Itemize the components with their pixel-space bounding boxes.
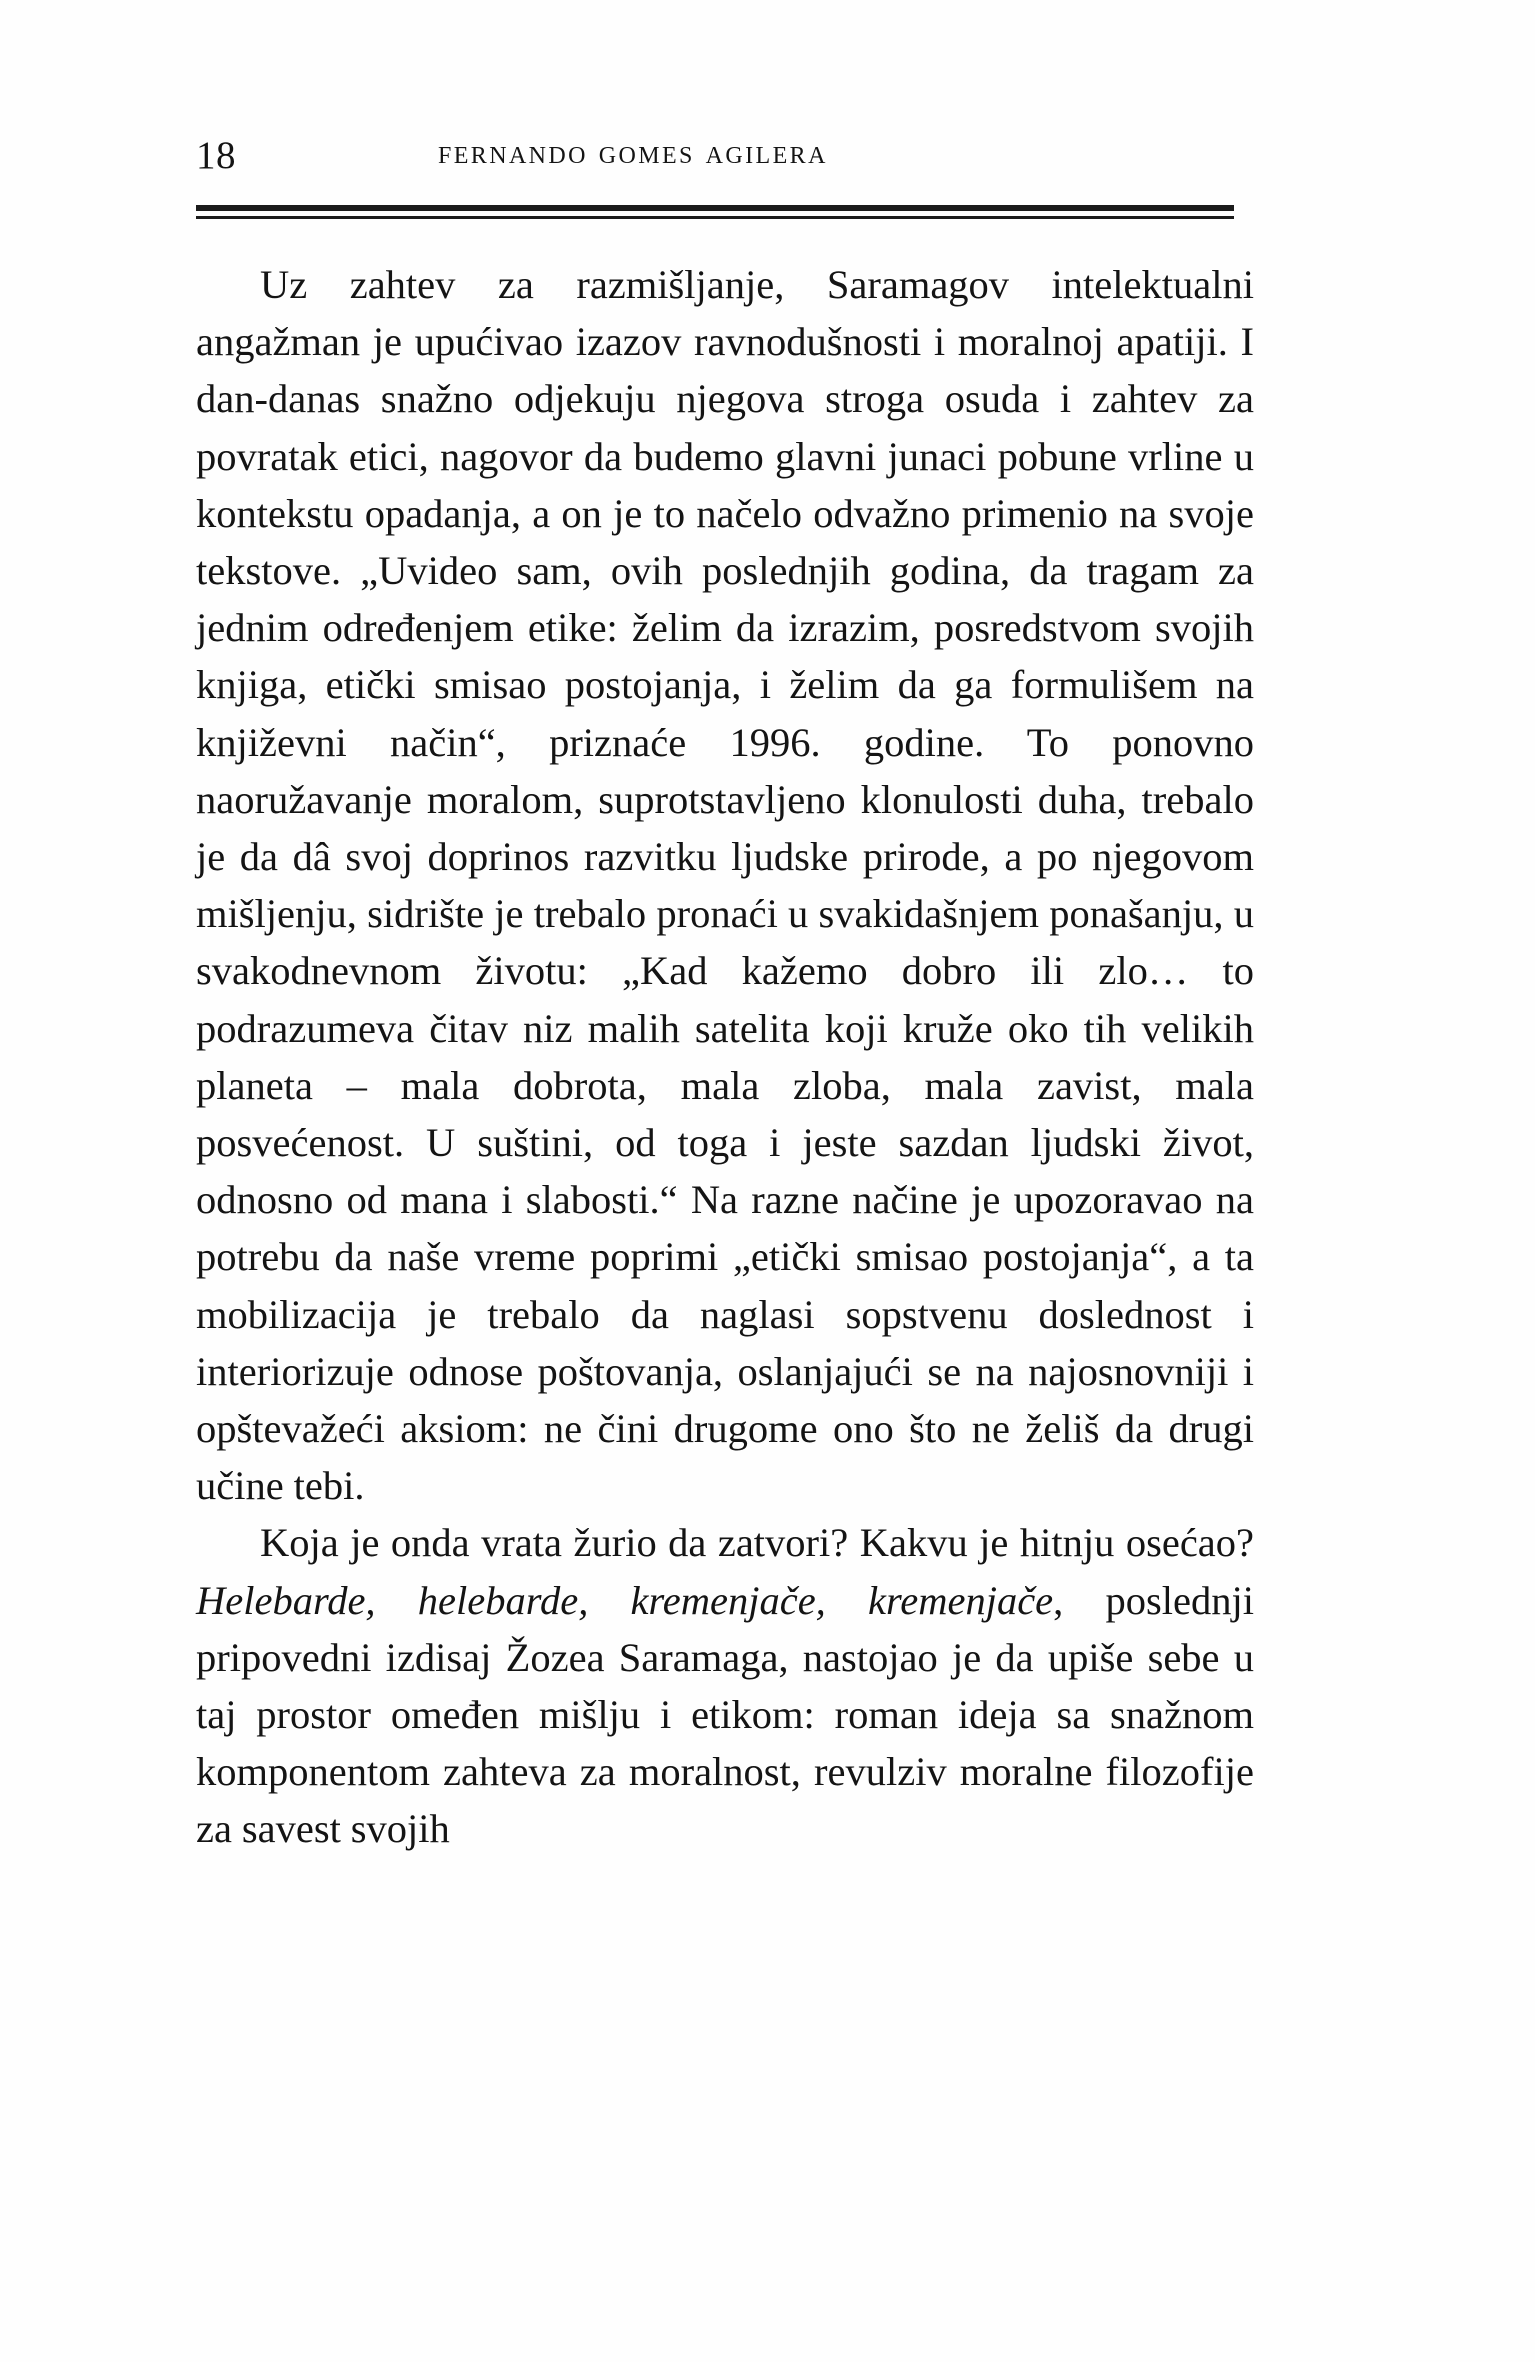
page-number: 18	[196, 134, 236, 177]
text-run: , poslednji pripovedni izdisaj Žozea Saramaga, nastojao je da upiše sebe u taj prostor omeđen mišlju i etikom: roman ideja sa snažnom komponentom zahteva za moralnost, revulziv moralne filozofije za savest svojih	[196, 1577, 1254, 1852]
running-header	[196, 132, 1278, 188]
text-run: Koja je onda vrata žurio da zatvori? Kakvu je hitnju osećao?	[260, 1520, 1254, 1566]
divider-rule-thin	[196, 216, 1234, 219]
running-header-title: fernando gomes agilera	[438, 134, 828, 171]
italic-book-title: Helebarde, helebarde, kremenjače, kremenjače	[196, 1577, 1054, 1623]
text-run: Uz zahtev za razmišljanje, Saramagov intelektualni angažman je upućivao izazov ravnodušnosti i moralnoj apatiji. I dan-danas snažno odjekuju njegova stroga osuda i zahtev za povratak etici, nagovor da budemo glavni junaci pobune vrline u kontekstu opadanja, a on je to načelo odvažno primenio na svoje tekstove. „Uvideo sam, ovih poslednjih godina, da tragam za jednim određenjem etike: želim da izrazim, posredstvom svojih knjiga, etički smisao postojanja, i želim da ga formulišem na književni način“, priznaće 1996. godine. To ponovno naoružavanje moralom, suprotstavljeno klonulosti duha, trebalo je da dâ svoj doprinos razvitku ljudske prirode, a po njegovom mišljenju, sidrište je trebalo pronaći u svakidašnjem ponašanju, u svakodnevnom životu: „Kad kažemo dobro ili zlo… to podrazumeva čitav niz malih satelita koji kruže oko tih velikih planeta – mala dobrota, mala zloba, mala zavist, mala posvećenost. U suštini, od toga i jeste sazdan ljudski život, odnosno od mana i slabosti.“ Na razne načine je upozoravao na potrebu da naše vreme poprimi „etički smisao postojanja“, a ta mobilizacija je trebalo da naglasi sopstvenu doslednost i interiorizuje odnose poštovanja, oslanjajući se na najosnovniji i opštevažeći aksiom: ne čini drugome ono što ne želiš da drugi učine tebi.	[196, 262, 1254, 1509]
body-paragraph	[196, 1514, 1254, 1857]
body-paragraph	[196, 256, 1254, 1514]
body-text-column	[196, 256, 1254, 1858]
header-divider	[196, 205, 1234, 219]
